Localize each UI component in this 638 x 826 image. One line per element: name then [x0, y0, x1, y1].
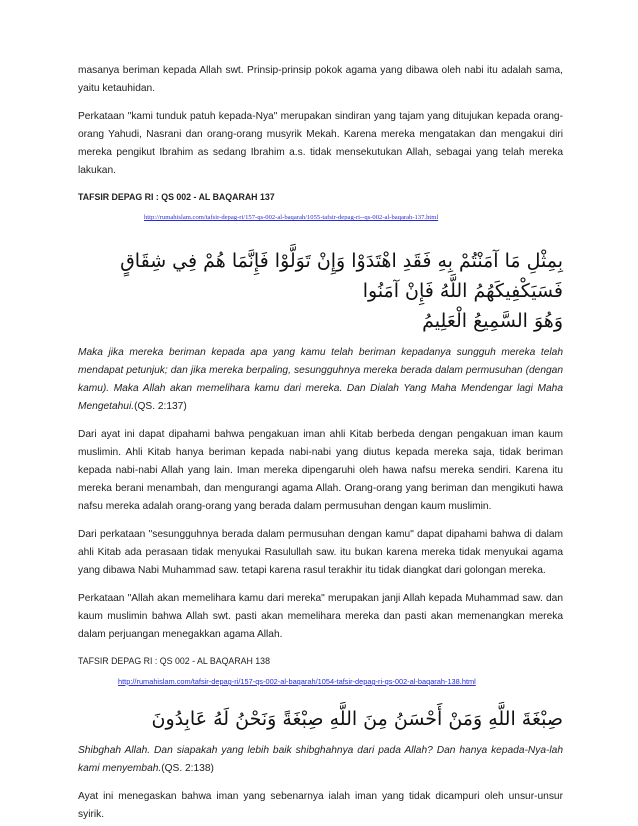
paragraph-intro: masanya beriman kepada Allah swt. Prinsip-prinsip pokok agama yang dibawa oleh nabi itu adalah sama, yaitu ketauhidan. — [78, 65, 563, 94]
source-link-137[interactable]: http://rumahislam.com/tafsir-depag-ri/157-qs-002-al-baqarah/1055-tafsir-depag-ri--qs-002-al-baqarah-137.html — [144, 214, 439, 221]
translation-137-text: Maka jika mereka beriman kepada apa yang kamu telah beriman kepadanya sungguh mereka telah mendapat petunjuk; dan jika mereka berpaling, sesungguhnya mereka berada dalam permusuhan (dengan kamu). Maka Allah akan memelihara kamu dari mereka. Dan Dialah Yang Maha Mendengar lagi Maha Mengetahui. — [78, 347, 563, 412]
arabic-verse-137-line2: وَهُوَ السَّمِيعُ الْعَلِيمُ — [422, 310, 563, 332]
translation-137 — [78, 344, 563, 416]
section-heading-137: TAFSIR DEPAG RI : QS 002 - AL BAQARAH 137 — [78, 192, 275, 202]
commentary-137-2: Dari perkataan "sesungguhnya berada dalam permusuhan dengan kamu" dapat dipahami bahwa di dalam ahli Kitab ada perasaan tidak menyukai Rasulullah saw. itu bukan karena mereka tidak menyukai agama yang dibawa Nabi Muhammad saw. tetapi karena rasul terakhir itu tidak diangkat dari golongan mereka. — [78, 529, 563, 576]
arabic-verse-138-line1: صِبْغَةَ اللَّهِ وَمَنْ أَحْسَنُ مِنَ اللَّهِ صِبْغَةً وَنَحْنُ لَهُ عَابِدُونَ — [151, 708, 563, 730]
arabic-verse-138 — [78, 704, 563, 734]
arabic-verse-137-line1: بِمِثْلِ مَا آمَنْتُمْ بِهِ فَقَدِ اهْتَدَوْا وَإِنْ تَوَلَّوْا فَإِنَّمَا هُمْ فِي شِقَاقٍ فَسَيَكْفِيكَهُمُ اللَّهُ فَإِنْ آمَنُوا — [120, 250, 563, 302]
commentary-137-1: Dari ayat ini dapat dipahami bahwa pengakuan iman ahli Kitab berbeda dengan pengakuan iman kaum muslimin. Ahli Kitab hanya beriman kepada nabi-nabi yang diutus kepada mereka saja, tidak beriman kepada nabi-nabi Allah yang lain. Iman mereka dipengaruhi oleh hawa nafsu mereka sendiri. Karena itu mereka berani menambah, dan mengurangi agama Allah. Orang-orang yang beriman dan mengikuti hawa nafsu mereka adalah orang-orang yang berada dalam permusuhan dengan kaum muslimin. — [78, 429, 563, 512]
section-heading-138: TAFSIR DEPAG RI : QS 002 - AL BAQARAH 138 — [78, 656, 270, 666]
citation-138: (QS. 2:138) — [161, 763, 214, 774]
commentary-137-3: Perkataan "Allah akan memelihara kamu dari mereka" merupakan janji Allah kepada Muhammad saw. dan kaum muslimin bahwa Allah swt. pasti akan memelihara mereka dan pasti akan memenangkan mereka dalam perjuangan menegakkan agama Allah. — [78, 593, 563, 640]
document-page — [78, 62, 563, 824]
translation-138-text: Shibghah Allah. Dan siapakah yang lebih baik shibghahnya dari pada Allah? Dan hanya kepada-Nya-lah kami menyembah. — [78, 745, 563, 774]
citation-137: (QS. 2:137) — [134, 401, 187, 412]
arabic-verse-137 — [78, 246, 563, 336]
source-link-138[interactable]: http://rumahislam.com/tafsir-depag-ri/157-qs-002-al-baqarah/1054-tafsir-depag-ri-qs-002-al-baqarah-138.html — [118, 677, 476, 686]
commentary-138-1: Ayat ini menegaskan bahwa iman yang sebenarnya ialah iman yang tidak dicampuri oleh unsur-unsur syirik. — [78, 791, 563, 820]
paragraph-sindiran: Perkataan "kami tunduk patuh kepada-Nya" merupakan sindiran yang tajam yang ditujukan kepada orang-orang Yahudi, Nasrani dan orang-orang musyrik Mekah. Karena mereka mengatakan dan mengakui diri mereka pengikut Ibrahim as sedang Ibrahim a.s. tidak mensekutukan Allah, sebagai yang telah mereka lakukan. — [78, 111, 563, 176]
translation-138 — [78, 742, 563, 778]
